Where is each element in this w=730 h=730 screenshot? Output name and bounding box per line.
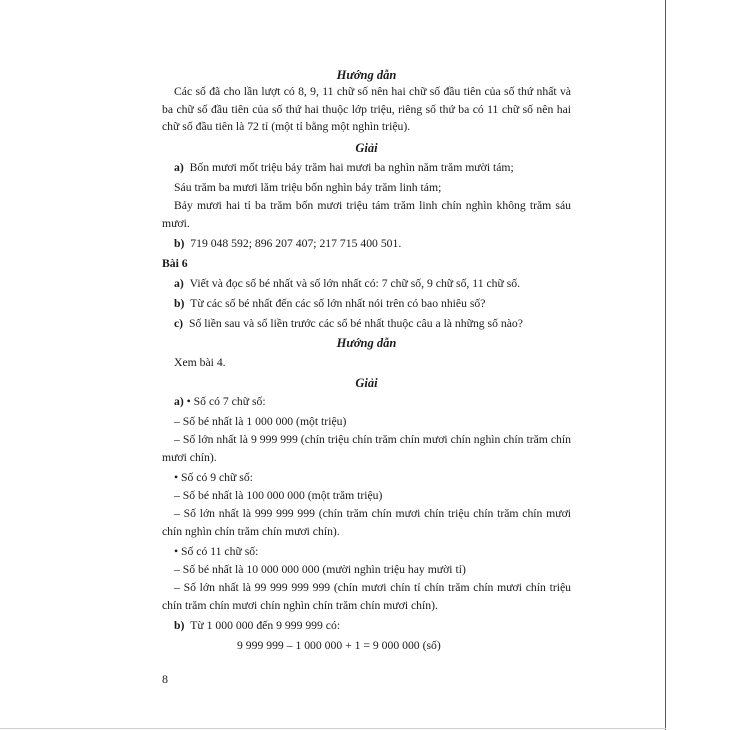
item-label: a) — [174, 277, 184, 290]
page-edge-bottom — [0, 728, 666, 729]
eleven-digit-max: – Số lớn nhất là 99 999 999 999 (chín mươi chín tỉ chín trăm chín mươi chín triệu chín trăm chín mươi chín nghìn chín trăm chín mươi chín). — [162, 581, 571, 612]
eleven-digit-min: – Số bé nhất là 10 000 000 000 (mười nghìn triệu hay mười tỉ) — [174, 563, 466, 576]
item-label: b) — [174, 237, 185, 250]
item-label: a) — [174, 395, 184, 408]
solution-a-line3: Bảy mươi hai tỉ ba trăm bốn mươi triệu tám trăm linh chín nghìn không trăm sáu mươi. — [162, 199, 571, 230]
exercise-a — [174, 275, 583, 293]
seven-digit-max: – Số lớn nhất là 9 999 999 (chín triệu chín trăm chín mươi chín nghìn chín trăm chín mươi chín). — [162, 433, 571, 464]
solution-heading: Giải — [355, 141, 378, 155]
exercise-c — [174, 315, 583, 333]
guide-text-2: Xem bài 4. — [174, 356, 226, 369]
nine-digit-heading: • Số có 9 chữ số: — [174, 471, 253, 484]
solution-b — [174, 235, 583, 253]
item-text: Bốn mươi mốt triệu bảy trăm hai mươi ba nghìn năm trăm mười tám; — [189, 161, 514, 174]
exercise-title: Bài 6 — [162, 257, 188, 270]
item-label: c) — [174, 317, 184, 330]
seven-digit-min: – Số bé nhất là 1 000 000 (một triệu) — [174, 415, 347, 428]
solution-a-line2: Sáu trăm ba mươi lăm triệu bốn nghìn bảy trăm linh tám; — [174, 181, 442, 194]
item-text: Viết và đọc số bé nhất và số lớn nhất có: 7 chữ số, 9 chữ số, 11 chữ số. — [189, 277, 521, 290]
nine-digit-max: – Số lớn nhất là 999 999 999 (chín trăm chín mươi chín triệu chín trăm chín mươi chín nghìn chín trăm chín mươi chín). — [162, 507, 571, 538]
item-label: a) — [174, 161, 184, 174]
solution-heading-2: Giải — [355, 376, 378, 390]
exercise-b — [174, 295, 583, 313]
eleven-digit-heading: • Số có 11 chữ số: — [174, 545, 259, 558]
item-text: Số liền sau và số liền trước các số bé nhất thuộc câu a là những số nào? — [188, 317, 523, 330]
solution2-b — [174, 617, 583, 635]
guide-paragraph: Các số đã cho lần lượt có 8, 9, 11 chữ số nên hai chữ số đầu tiên của số thứ nhất và ba chữ số đầu tiên của số thứ hai thuộc lớp triệu, riêng số thứ ba có 11 chữ số nên hai chữ số đầu tiên là 72 tỉ (một tỉ bằng một nghìn triệu). — [162, 85, 571, 133]
equation: 9 999 999 – 1 000 000 + 1 = 9 000 000 (số) — [237, 639, 441, 652]
nine-digit-min: – Số bé nhất là 100 000 000 (một trăm triệu) — [174, 489, 383, 502]
page-number: 8 — [162, 672, 168, 686]
guide-heading: Hướng dẫn — [336, 68, 397, 82]
item-text: Từ 1 000 000 đến 9 999 999 có: — [190, 619, 341, 632]
item-text: Từ các số bé nhất đến các số lớn nhất nói trên có bao nhiêu số? — [190, 297, 486, 310]
page-edge — [665, 0, 666, 730]
guide-heading-2: Hướng dẫn — [336, 336, 397, 350]
solution-a — [174, 159, 583, 177]
item-label: b) — [174, 297, 185, 310]
item-text: 719 048 592; 896 207 407; 217 715 400 501. — [190, 237, 402, 250]
item-label: b) — [174, 619, 185, 632]
solution2-a — [174, 393, 583, 411]
item-text: • Số có 7 chữ số: — [186, 395, 266, 408]
